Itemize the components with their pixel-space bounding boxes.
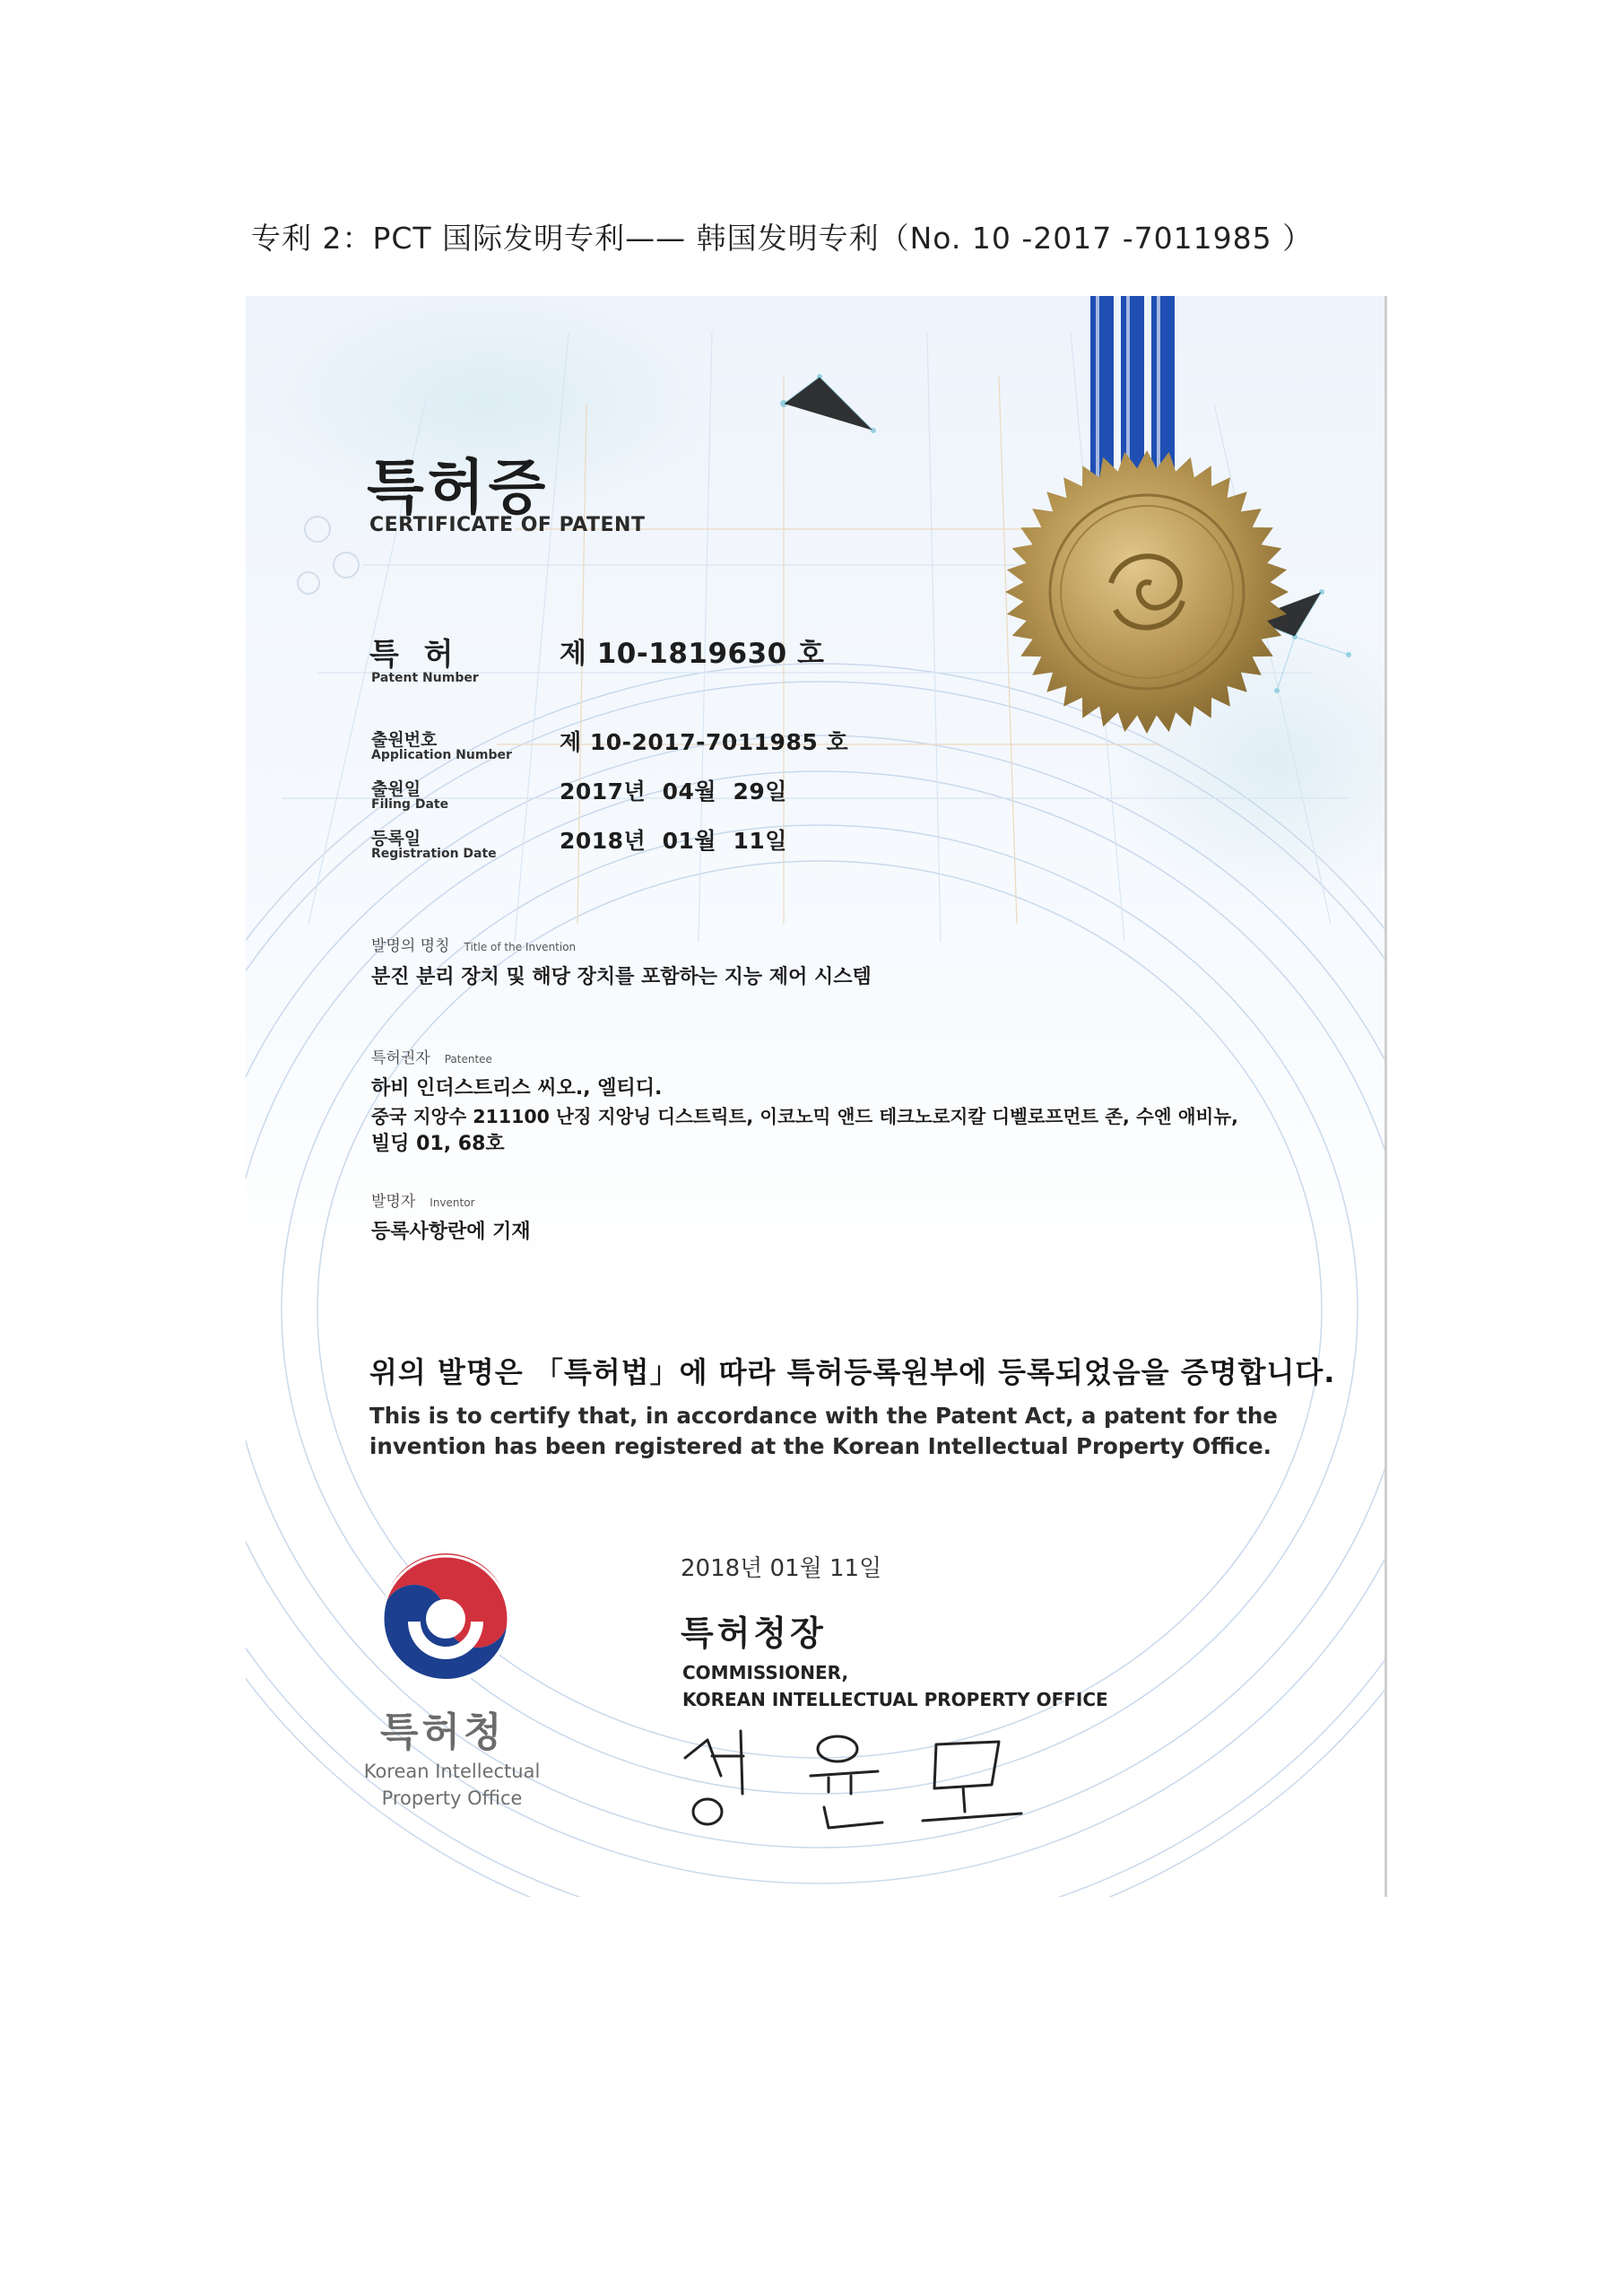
invention-label — [371, 933, 576, 955]
document-heading: 专利 2：PCT 国际发明专利—— 韩国发明专利（No. 10 -2017 -7011985 ） — [251, 221, 1314, 256]
patentee-label-en: Patentee — [444, 1053, 492, 1065]
certification-statement-ko: 위의 발명은 「특허법」에 따라 특허등록원부에 등록되었음을 증명합니다. — [369, 1355, 1336, 1389]
filing-date-label-en: Filing Date — [371, 797, 449, 812]
registration-date-label-en: Registration Date — [371, 847, 497, 861]
patentee-label-ko: 특허권자 — [371, 1049, 430, 1067]
patentee-name: 하비 인더스트리스 씨오., 엘티디. — [371, 1077, 663, 1100]
patentee-address-line2: 빌딩 01, 68호 — [371, 1133, 505, 1155]
application-number-label-en: Application Number — [371, 748, 512, 762]
application-number-value: 제 10-2017-7011985 호 — [560, 729, 849, 755]
commissioner-title-ko: 특허청장 — [681, 1613, 827, 1653]
invention-label-en: Title of the Invention — [464, 941, 577, 953]
inventor-label-ko: 발명자 — [371, 1193, 416, 1211]
kipo-name-en: Korean Intellectual Property Office — [363, 1761, 541, 1809]
inventor-label-en: Inventor — [430, 1196, 475, 1209]
commissioner-title-en-line2: KOREAN INTELLECTUAL PROPERTY OFFICE — [682, 1689, 1108, 1710]
patent-certificate — [246, 296, 1387, 1897]
certification-statement-en: This is to certify that, in accordance with the Patent Act, a patent for the invention has been registered at the Korean Intellectual Property Office. — [369, 1403, 1278, 1459]
application-number-label-ko: 출원번호 — [371, 730, 438, 750]
patent-number-label-ko: 특 허 — [369, 637, 461, 673]
certificate-title-ko: 특허증 — [367, 453, 550, 522]
registration-date-label-ko: 등록일 — [371, 829, 421, 848]
inventor-value: 등록사항란에 기재 — [371, 1221, 531, 1243]
inventor-label — [371, 1188, 475, 1211]
issue-date: 2018년 01월 11일 — [681, 1555, 882, 1582]
filing-date-value: 2017년 04월 29일 — [560, 778, 787, 804]
registration-date-value: 2018년 01월 11일 — [560, 828, 787, 854]
patent-number-value: 제 10-1819630 호 — [560, 638, 825, 670]
commissioner-title-en — [682, 1659, 1108, 1713]
filing-date-label-ko: 출원일 — [371, 779, 421, 799]
patent-number-label-en: Patent Number — [371, 671, 479, 685]
patentee-label — [371, 1045, 492, 1067]
kipo-name-ko: 특허청 — [380, 1709, 506, 1755]
invention-label-ko: 발명의 명칭 — [371, 937, 450, 955]
gold-seal — [1003, 448, 1290, 735]
commissioner-title-en-line1: COMMISSIONER, — [682, 1662, 849, 1683]
kipo-taegeuk-logo-icon — [378, 1552, 513, 1686]
certificate-title-en: CERTIFICATE OF PATENT — [369, 514, 646, 536]
invention-title: 분진 분리 장치 및 해당 장치를 포함하는 지능 제어 시스템 — [371, 966, 872, 988]
commissioner-signature — [667, 1722, 1044, 1839]
patentee-address-line1: 중국 지앙수 211100 난징 지앙닝 디스트릭트, 이코노믹 앤드 테크노로지칼 디벨로프먼트 존, 수엔 애비뉴, — [371, 1106, 1238, 1127]
